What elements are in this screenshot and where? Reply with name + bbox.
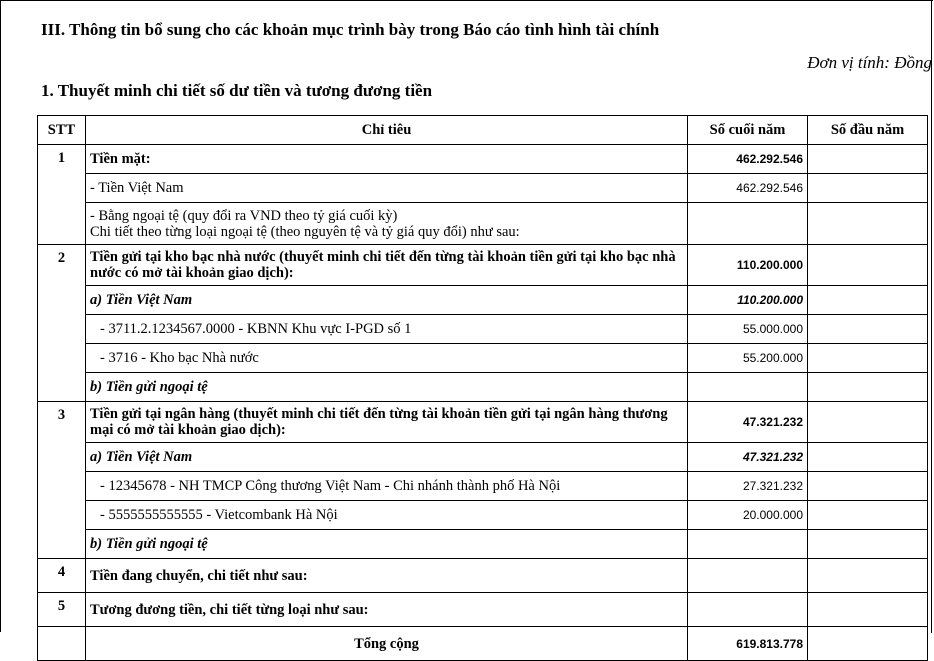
row-name: - 3711.2.1234567.0000 - KBNN Khu vực I-PGD số 1 (86, 315, 688, 344)
header-name: Chỉ tiêu (86, 116, 688, 145)
row-name: - 5555555555555 - Vietcombank Hà Nội (86, 501, 688, 530)
row-name-line: Chi tiết theo từng loại ngoại tệ (theo nguyên tệ và tỷ giá quy đổi) như sau: (90, 223, 520, 240)
row-begin-value (808, 315, 928, 344)
section-title: III. Thông tin bổ sung cho các khoản mục trình bày trong Báo cáo tình hình tài chính (41, 20, 660, 39)
row-name (86, 203, 688, 245)
row-begin-value (808, 145, 928, 174)
row-name: Tiền gửi tại kho bạc nhà nước (thuyết minh chi tiết đến từng tài khoản tiền gửi tại kho bạc nhà nước có mở tài khoản giao dịch): (86, 245, 688, 286)
row-begin-value (808, 174, 928, 203)
header-end: Số cuối năm (688, 116, 808, 145)
row-name: Tiền đang chuyển, chi tiết như sau: (86, 559, 688, 593)
row-begin-value (808, 530, 928, 559)
row-stt: 3 (38, 402, 86, 559)
row-end-value (688, 203, 808, 245)
row-end-value (688, 593, 808, 627)
table-header-row (38, 116, 928, 145)
row-end-value: 20.000.000 (688, 501, 808, 530)
total-end-value: 619.813.778 (688, 627, 808, 661)
row-end-value: 55.000.000 (688, 315, 808, 344)
row-end-value (688, 559, 808, 593)
row-stt: 4 (38, 559, 86, 593)
row-begin-value (808, 402, 928, 443)
table-row (38, 344, 928, 373)
total-begin-value (808, 627, 928, 661)
table-row (38, 472, 928, 501)
row-end-value: 462.292.546 (688, 174, 808, 203)
row-end-value: 462.292.546 (688, 145, 808, 174)
header-stt: STT (38, 116, 86, 145)
row-begin-value (808, 501, 928, 530)
row-end-value: 110.200.000 (688, 245, 808, 286)
table-row (38, 245, 928, 286)
row-name: Tiền mặt: (86, 145, 688, 174)
table-row (38, 402, 928, 443)
row-begin-value (808, 286, 928, 315)
row-name: a) Tiền Việt Nam (86, 443, 688, 472)
row-end-value (688, 530, 808, 559)
row-name-line: - Bằng ngoại tệ (quy đổi ra VND theo tỷ giá cuối kỳ) (90, 207, 398, 224)
row-name: Tiền gửi tại ngân hàng (thuyết minh chi tiết đến từng tài khoản tiền gửi tại ngân hàng thương mại có mở tài khoản giao dịch): (86, 402, 688, 443)
row-end-value: 55.200.000 (688, 344, 808, 373)
table-row (38, 373, 928, 402)
table-row (38, 286, 928, 315)
table-row (38, 501, 928, 530)
row-name: - 12345678 - NH TMCP Công thương Việt Nam - Chi nhánh thành phố Hà Nội (86, 472, 688, 501)
row-begin-value (808, 593, 928, 627)
total-label: Tổng cộng (86, 627, 688, 661)
total-row (38, 627, 928, 661)
row-name: - 3716 - Kho bạc Nhà nước (86, 344, 688, 373)
row-begin-value (808, 203, 928, 245)
row-end-value (688, 373, 808, 402)
sub-title: 1. Thuyết minh chi tiết số dư tiền và tương đương tiền (41, 81, 433, 100)
cash-detail-table (37, 115, 928, 661)
row-name: b) Tiền gửi ngoại tệ (86, 373, 688, 402)
row-stt: 2 (38, 245, 86, 402)
row-name: Tương đương tiền, chi tiết từng loại như sau: (86, 593, 688, 627)
row-end-value: 47.321.232 (688, 402, 808, 443)
row-begin-value (808, 559, 928, 593)
row-end-value: 110.200.000 (688, 286, 808, 315)
row-stt: 5 (38, 593, 86, 627)
table-row (38, 443, 928, 472)
row-stt: 1 (38, 145, 86, 245)
row-begin-value (808, 472, 928, 501)
row-begin-value (808, 373, 928, 402)
row-name: a) Tiền Việt Nam (86, 286, 688, 315)
row-begin-value (808, 443, 928, 472)
table-row (38, 315, 928, 344)
table-row (38, 203, 928, 245)
page-frame-right (931, 0, 932, 633)
row-name: b) Tiền gửi ngoại tệ (86, 530, 688, 559)
header-begin: Số đầu năm (808, 116, 928, 145)
table-row (38, 145, 928, 174)
row-end-value: 27.321.232 (688, 472, 808, 501)
row-end-value: 47.321.232 (688, 443, 808, 472)
unit-label: Đơn vị tính: Đồng (807, 53, 932, 72)
table-row (38, 559, 928, 593)
table-row (38, 174, 928, 203)
table-row (38, 530, 928, 559)
row-begin-value (808, 245, 928, 286)
row-name: - Tiền Việt Nam (86, 174, 688, 203)
table-row (38, 593, 928, 627)
row-begin-value (808, 344, 928, 373)
row-stt (38, 627, 86, 661)
